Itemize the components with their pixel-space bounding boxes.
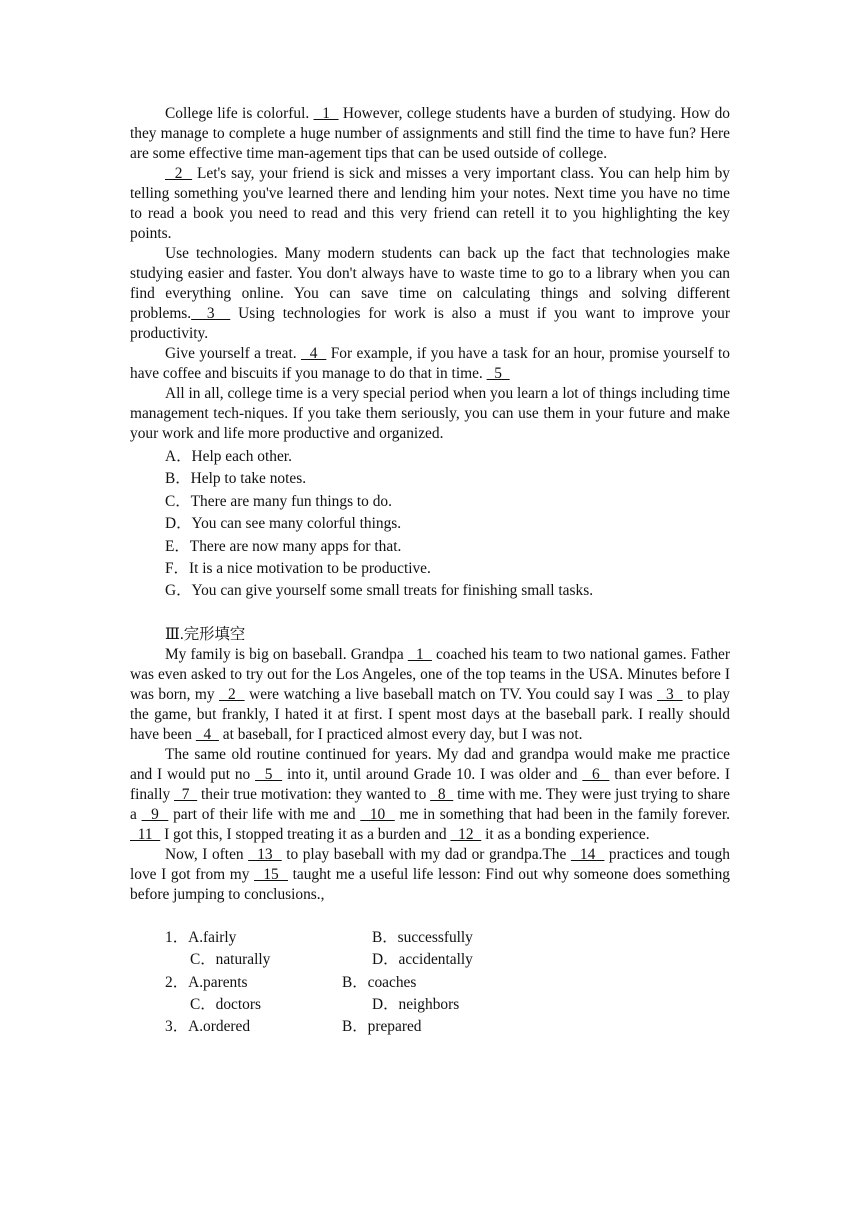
choice-d: D．neighbors: [372, 996, 460, 1014]
choice-c: C．doctors: [190, 996, 261, 1014]
choice-a: 1．A.fairly: [165, 928, 237, 946]
blank-slot: 5: [486, 365, 510, 382]
blank-slot: 1: [313, 105, 339, 122]
blank-slot: 15: [254, 865, 288, 883]
document-page: [130, 104, 730, 1039]
choice-a: 2．A.parents: [165, 973, 248, 991]
blank-slot: 5: [255, 765, 283, 783]
option-item: G．You can give yourself some small treats for finishing small tasks.: [165, 582, 594, 600]
choice-b: B．prepared: [342, 1018, 422, 1036]
blank-slot: 2: [165, 165, 193, 182]
blank-slot: 8: [430, 785, 454, 803]
answer-options: [130, 446, 730, 603]
blank-slot: 1: [407, 645, 432, 663]
passage-paragraph: The same old routine continued for years. My dad and grandpa would make me practice and I would put no 5 into it, until around Grade 10. I was older and 6 than ever before. I finally 7 their true motivation: they wanted to 8 time with me. They were just trying to share a 9 part of their life with me and 10 me in something that had been in the family forever. 11 I got this, I stopped treating it as a burden and 12 it as a bonding experience.: [130, 745, 730, 843]
blank-slot: 13: [248, 845, 282, 863]
option-item: A．Help each other.: [165, 448, 292, 465]
passage-paragraph: Give yourself a treat. 4 For example, if you have a task for an hour, promise yourself to have coffee and biscuits if you manage to do that in time. 5: [130, 345, 730, 382]
passage-paragraph: My family is big on baseball. Grandpa 1 coached his team to two national games. Father was even asked to try out for the Los Angeles, one of the top teams in the USA. Minutes before I was born, my 2 were watching a live baseball match on TV. You could say I was 3 to play the game, but frankly, I hated it at first. I spent most days at the baseball park. I really should have been 4 at baseball, for I practiced almost every day, but I was not.: [130, 645, 731, 743]
blank-slot: 10: [360, 805, 395, 823]
question-row: [130, 1016, 730, 1038]
blank-slot: 3: [191, 305, 231, 322]
blank-slot: 2: [219, 685, 245, 703]
blank-slot: 7: [174, 785, 198, 803]
question-row: [130, 949, 730, 971]
blank-slot: 3: [657, 685, 683, 703]
blank-slot: 9: [141, 805, 169, 823]
passage-paragraph: All in all, college time is a very special period when you learn a lot of things including time management tech-niques. If you take them seriously, you can use them in your future and make your work and life more productive and organized.: [130, 385, 730, 442]
option-item: D．You can see many colorful things.: [165, 515, 402, 533]
choice-b: B．coaches: [342, 973, 417, 991]
passage-paragraph: Use technologies. Many modern students can back up the fact that technologies make studying easier and faster. You don't always have to waste time to go to a library when you can find everything online. You can save time on calculating things and solving different problems. 3 Using technologies for work is also a must if you want to improve your productivity.: [130, 245, 730, 342]
question-row: [130, 972, 730, 994]
question-list: [130, 927, 730, 1039]
passage-paragraph: College life is colorful. 1 However, college students have a burden of studying. How do they manage to complete a huge number of assignments and still find the time to have fun? Here are some effective time man-agement tips that can be used outside of college.: [130, 105, 730, 162]
passage-paragraph: 2 Let's say, your friend is sick and misses a very important class. You can help him by telling something you've learned there and lending him your notes. Next time you have no time to read a book you need to read and this very friend can retell it to you highlighting the key points.: [130, 165, 730, 242]
option-item: B．Help to take notes.: [165, 470, 307, 488]
option-item: C．There are many fun things to do.: [165, 492, 392, 510]
choice-c: C．naturally: [190, 951, 271, 969]
option-item: F．It is a nice motivation to be productive.: [165, 560, 431, 578]
choice-a: 3．A.ordered: [165, 1018, 251, 1036]
choice-d: D．accidentally: [372, 951, 473, 969]
passage-1: [130, 104, 730, 444]
blank-slot: 14: [570, 845, 605, 863]
question-row: [130, 927, 730, 949]
blank-slot: 4: [301, 345, 327, 362]
choice-b: B．successfully: [372, 928, 473, 946]
blank-slot: 12: [450, 825, 482, 843]
passage-paragraph: Now, I often 13 to play baseball with my dad or grandpa.The 14 practices and tough love I got from my 15 taught me a useful life lesson: Find out why someone does something before jumping to conclusions.,: [130, 845, 731, 903]
cloze-passage: [130, 645, 730, 905]
question-row: [130, 994, 730, 1016]
option-item: E．There are now many apps for that.: [165, 537, 402, 555]
section-heading: Ⅲ.完形填空: [165, 625, 246, 643]
blank-slot: 6: [582, 765, 610, 783]
blank-slot: 11: [130, 825, 161, 843]
blank-slot: 4: [195, 725, 219, 743]
